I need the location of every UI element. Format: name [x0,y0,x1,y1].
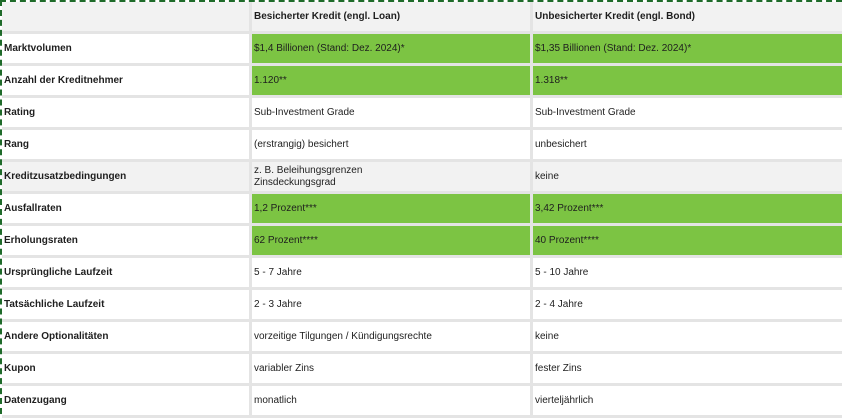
loan-value: (erstrangig) besichert [252,130,533,162]
row-rang [2,130,842,162]
bond-value: vierteljährlich [533,386,842,418]
row-anzahl-kreditnehmer [2,66,842,98]
row-label: Tatsächliche Laufzeit [2,290,252,322]
bond-value: 40 Prozent**** [533,226,842,258]
row-andere-optionalitaeten [2,322,842,354]
header-bond: Unbesicherter Kredit (engl. Bond) [533,2,842,34]
row-label: Marktvolumen [2,34,252,66]
row-urspruengliche-laufzeit [2,258,842,290]
loan-value: monatlich [252,386,533,418]
row-label: Erholungsraten [2,226,252,258]
row-marktvolumen [2,34,842,66]
row-label: Anzahl der Kreditnehmer [2,66,252,98]
row-kreditzusatzbedingungen [2,162,842,194]
row-label: Kupon [2,354,252,386]
loan-value: 1,2 Prozent*** [252,194,533,226]
bond-value: $1,35 Billionen (Stand: Dez. 2024)* [533,34,842,66]
loan-value: variabler Zins [252,354,533,386]
row-tatsaechliche-laufzeit [2,290,842,322]
row-label: Rating [2,98,252,130]
row-label: Rang [2,130,252,162]
bond-value: unbesichert [533,130,842,162]
header-empty-cell [2,2,252,34]
bond-value: 5 - 10 Jahre [533,258,842,290]
loan-value-line: Zinsdeckungsgrad [254,176,336,188]
row-datenzugang [2,386,842,418]
row-label: Ausfallraten [2,194,252,226]
bond-value: 2 - 4 Jahre [533,290,842,322]
loan-value: 1.120** [252,66,533,98]
bond-value: keine [533,162,842,194]
bond-value: keine [533,322,842,354]
row-label: Andere Optionalitäten [2,322,252,354]
comparison-table [2,2,842,418]
loan-value: 62 Prozent**** [252,226,533,258]
loan-value: $1,4 Billionen (Stand: Dez. 2024)* [252,34,533,66]
row-label: Ursprüngliche Laufzeit [2,258,252,290]
loan-value: Sub-Investment Grade [252,98,533,130]
row-kupon [2,354,842,386]
row-erholungsraten [2,226,842,258]
bond-value: Sub-Investment Grade [533,98,842,130]
bond-value: fester Zins [533,354,842,386]
bond-value: 3,42 Prozent*** [533,194,842,226]
row-label: Kreditzusatzbedingungen [2,162,252,194]
loan-value: 2 - 3 Jahre [252,290,533,322]
loan-value: 5 - 7 Jahre [252,258,533,290]
header-loan: Besicherter Kredit (engl. Loan) [252,2,533,34]
row-ausfallraten [2,194,842,226]
row-label: Datenzugang [2,386,252,418]
header-row [2,2,842,34]
loan-value-line: z. B. Beleihungsgrenzen [254,164,363,176]
loan-value [252,162,533,194]
bond-value: 1.318** [533,66,842,98]
loan-value: vorzeitige Tilgungen / Kündigungsrechte [252,322,533,354]
row-rating [2,98,842,130]
